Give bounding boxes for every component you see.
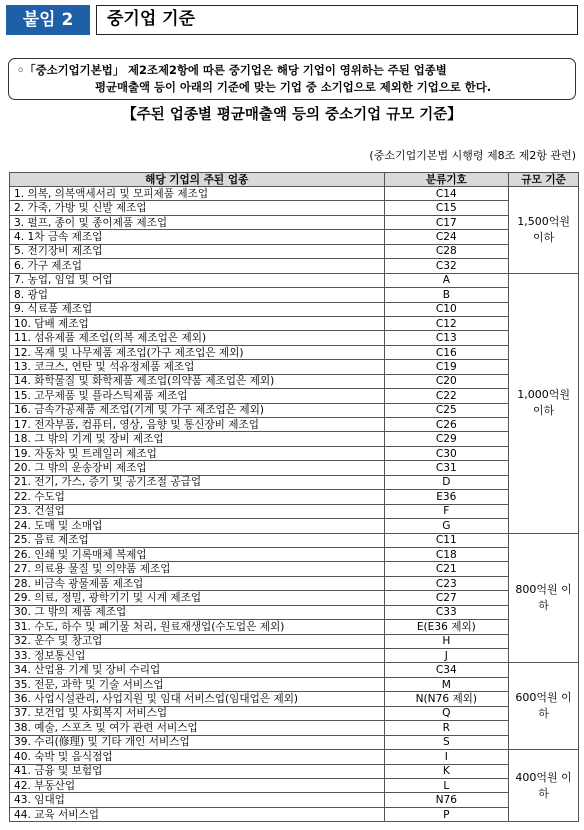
table-header-row	[10, 173, 579, 187]
code-cell: P	[384, 807, 509, 821]
code-cell: C10	[384, 302, 509, 316]
industry-cell: 43. 임대업	[10, 793, 385, 807]
industry-cell: 40. 숙박 및 음식점업	[10, 750, 385, 764]
code-cell: M	[384, 677, 509, 691]
code-cell: D	[384, 475, 509, 489]
industry-cell: 1. 의복, 의복액세서리 및 모피제품 제조업	[10, 187, 385, 201]
industry-cell: 42. 부동산업	[10, 778, 385, 792]
table-row	[10, 735, 579, 749]
code-cell: C23	[384, 576, 509, 590]
code-cell: C12	[384, 316, 509, 330]
code-cell: E(E36 제외)	[384, 620, 509, 634]
table-row	[10, 778, 579, 792]
industry-cell: 14. 화학물질 및 화학제품 제조업(의약품 제조업은 제외)	[10, 374, 385, 388]
size-criterion-cell: 1,000억원 이하	[509, 273, 579, 533]
table-row	[10, 519, 579, 533]
code-cell: I	[384, 750, 509, 764]
industry-cell: 38. 예술, 스포츠 및 여가 관련 서비스업	[10, 721, 385, 735]
industry-cell: 23. 건설업	[10, 504, 385, 518]
table-row	[10, 418, 579, 432]
industry-cell: 34. 산업용 기계 및 장비 수리업	[10, 663, 385, 677]
table-row	[10, 374, 579, 388]
code-cell: C28	[384, 244, 509, 258]
table-row	[10, 302, 579, 316]
code-cell: C29	[384, 432, 509, 446]
industry-cell: 3. 펄프, 종이 및 종이제품 제조업	[10, 215, 385, 229]
code-cell: C13	[384, 331, 509, 345]
industry-cell: 41. 금융 및 보험업	[10, 764, 385, 778]
industry-cell: 15. 고무제품 및 플라스틱제품 제조업	[10, 389, 385, 403]
table-row	[10, 215, 579, 229]
code-cell: J	[384, 649, 509, 663]
table-row	[10, 721, 579, 735]
table-row	[10, 793, 579, 807]
code-cell: C26	[384, 418, 509, 432]
industry-cell: 20. 그 밖의 운송장비 제조업	[10, 461, 385, 475]
code-cell: C34	[384, 663, 509, 677]
table-row	[10, 677, 579, 691]
notice-line-2: 평균매출액 등이 아래의 기준에 맞는 기업 중 소기업으로 제외한 기업으로 한다.	[94, 80, 492, 94]
industry-cell: 39. 수리(修理) 및 기타 개인 서비스업	[10, 735, 385, 749]
table-row	[10, 490, 579, 504]
code-cell: C15	[384, 201, 509, 215]
code-cell: G	[384, 519, 509, 533]
industry-cell: 12. 목재 및 나무제품 제조업(가구 제조업은 제외)	[10, 345, 385, 359]
table-row	[10, 562, 579, 576]
table-row	[10, 389, 579, 403]
industry-cell: 30. 그 밖의 제품 제조업	[10, 605, 385, 619]
industry-cell: 22. 수도업	[10, 490, 385, 504]
table-row	[10, 230, 579, 244]
table-row	[10, 331, 579, 345]
industry-cell: 27. 의료용 물질 및 의약품 제조업	[10, 562, 385, 576]
industry-cell: 7. 농업, 임업 및 어업	[10, 273, 385, 287]
table-title: 【주된 업종별 평균매출액 등의 중소기업 규모 기준】	[122, 107, 462, 123]
industry-cell: 11. 섬유제품 제조업(의복 제조업은 제외)	[10, 331, 385, 345]
table-row	[10, 432, 579, 446]
industry-cell: 10. 담배 제조업	[10, 316, 385, 330]
table-row	[10, 591, 579, 605]
table-row	[10, 403, 579, 417]
code-cell: S	[384, 735, 509, 749]
industry-cell: 24. 도매 및 소매업	[10, 519, 385, 533]
table-row	[10, 360, 579, 374]
industry-cell: 16. 금속가공제품 제조업(기계 및 가구 제조업은 제외)	[10, 403, 385, 417]
industry-cell: 35. 전문, 과학 및 기술 서비스업	[10, 677, 385, 691]
size-criterion-cell: 600억원 이하	[509, 663, 579, 750]
code-cell: E36	[384, 490, 509, 504]
code-cell: C18	[384, 547, 509, 561]
table-row	[10, 547, 579, 561]
code-cell: C21	[384, 562, 509, 576]
table-row	[10, 605, 579, 619]
industry-cell: 6. 가구 제조업	[10, 259, 385, 273]
code-cell: C14	[384, 187, 509, 201]
table-row	[10, 533, 579, 547]
table-body	[10, 187, 579, 822]
code-cell: C16	[384, 345, 509, 359]
table-row	[10, 316, 579, 330]
industry-cell: 25. 음료 제조업	[10, 533, 385, 547]
code-cell: F	[384, 504, 509, 518]
table-row	[10, 649, 579, 663]
industry-cell: 36. 사업시설관리, 사업지원 및 임대 서비스업(임대업은 제외)	[10, 692, 385, 706]
table-row	[10, 504, 579, 518]
header-code: 분류기호	[384, 173, 509, 187]
table-row	[10, 201, 579, 215]
table-row	[10, 764, 579, 778]
code-cell: C30	[384, 446, 509, 460]
code-cell: C31	[384, 461, 509, 475]
code-cell: C32	[384, 259, 509, 273]
table-row	[10, 461, 579, 475]
code-cell: C11	[384, 533, 509, 547]
industry-cell: 9. 식료품 제조업	[10, 302, 385, 316]
industry-cell: 19. 자동차 및 트레일러 제조업	[10, 446, 385, 460]
code-cell: B	[384, 288, 509, 302]
industry-cell: 2. 가죽, 가방 및 신발 제조업	[10, 201, 385, 215]
notice-line-1: ◦「중소기업기본법」 제2조제2항에 따른 중기업은 해당 기업이 영위하는 주된 업종별	[17, 63, 447, 77]
table-row	[10, 576, 579, 590]
header-size: 규모 기준	[509, 173, 579, 187]
code-cell: C17	[384, 215, 509, 229]
code-cell: C25	[384, 403, 509, 417]
code-cell: A	[384, 273, 509, 287]
code-cell: C19	[384, 360, 509, 374]
table-row	[10, 475, 579, 489]
industry-cell: 13. 코크스, 연탄 및 석유정제품 제조업	[10, 360, 385, 374]
industry-cell: 26. 인쇄 및 기록매체 복제업	[10, 547, 385, 561]
industry-cell: 21. 전기, 가스, 증기 및 공기조절 공급업	[10, 475, 385, 489]
code-cell: N(N76 제외)	[384, 692, 509, 706]
table-row	[10, 706, 579, 720]
industry-cell: 32. 운수 및 창고업	[10, 634, 385, 648]
page-title: 중기업 기준	[96, 5, 578, 35]
industry-cell: 4. 1차 금속 제조업	[10, 230, 385, 244]
industry-cell: 8. 광업	[10, 288, 385, 302]
industry-cell: 33. 정보통신업	[10, 649, 385, 663]
header-industry: 해당 기업의 주된 업종	[10, 173, 385, 187]
table-row	[10, 273, 579, 287]
legal-reference: (중소기업기본법 시행령 제8조 제2항 관련)	[369, 149, 576, 162]
industry-cell: 44. 교육 서비스업	[10, 807, 385, 821]
industry-cell: 37. 보건업 및 사회복지 서비스업	[10, 706, 385, 720]
size-criterion-cell: 400억원 이하	[509, 750, 579, 822]
code-cell: Q	[384, 706, 509, 720]
industry-cell: 5. 전기장비 제조업	[10, 244, 385, 258]
size-criterion-cell: 800억원 이하	[509, 533, 579, 663]
industry-cell: 28. 비금속 광물제품 제조업	[10, 576, 385, 590]
table-row	[10, 634, 579, 648]
table-row	[10, 288, 579, 302]
table-row	[10, 663, 579, 677]
table-row	[10, 620, 579, 634]
industry-cell: 31. 수도, 하수 및 폐기물 처리, 원료재생업(수도업은 제외)	[10, 620, 385, 634]
header	[6, 5, 578, 35]
code-cell: C24	[384, 230, 509, 244]
attachment-badge: 붙임 2	[6, 5, 90, 35]
code-cell: C20	[384, 374, 509, 388]
code-cell: H	[384, 634, 509, 648]
table-row	[10, 692, 579, 706]
code-cell: C27	[384, 591, 509, 605]
industry-cell: 18. 그 밖의 기계 및 장비 제조업	[10, 432, 385, 446]
code-cell: R	[384, 721, 509, 735]
code-cell: C22	[384, 389, 509, 403]
table-row	[10, 345, 579, 359]
code-cell: C33	[384, 605, 509, 619]
notice-box	[8, 58, 576, 100]
table-row	[10, 187, 579, 201]
size-criterion-cell: 1,500억원 이하	[509, 187, 579, 274]
industry-cell: 29. 의료, 정밀, 광학기기 및 시계 제조업	[10, 591, 385, 605]
table-row	[10, 807, 579, 821]
table-row	[10, 750, 579, 764]
code-cell: K	[384, 764, 509, 778]
code-cell: L	[384, 778, 509, 792]
industry-cell: 17. 전자부품, 컴퓨터, 영상, 음향 및 통신장비 제조업	[10, 418, 385, 432]
table-row	[10, 259, 579, 273]
size-criteria-table	[9, 172, 579, 822]
code-cell: N76	[384, 793, 509, 807]
table-row	[10, 446, 579, 460]
table-row	[10, 244, 579, 258]
